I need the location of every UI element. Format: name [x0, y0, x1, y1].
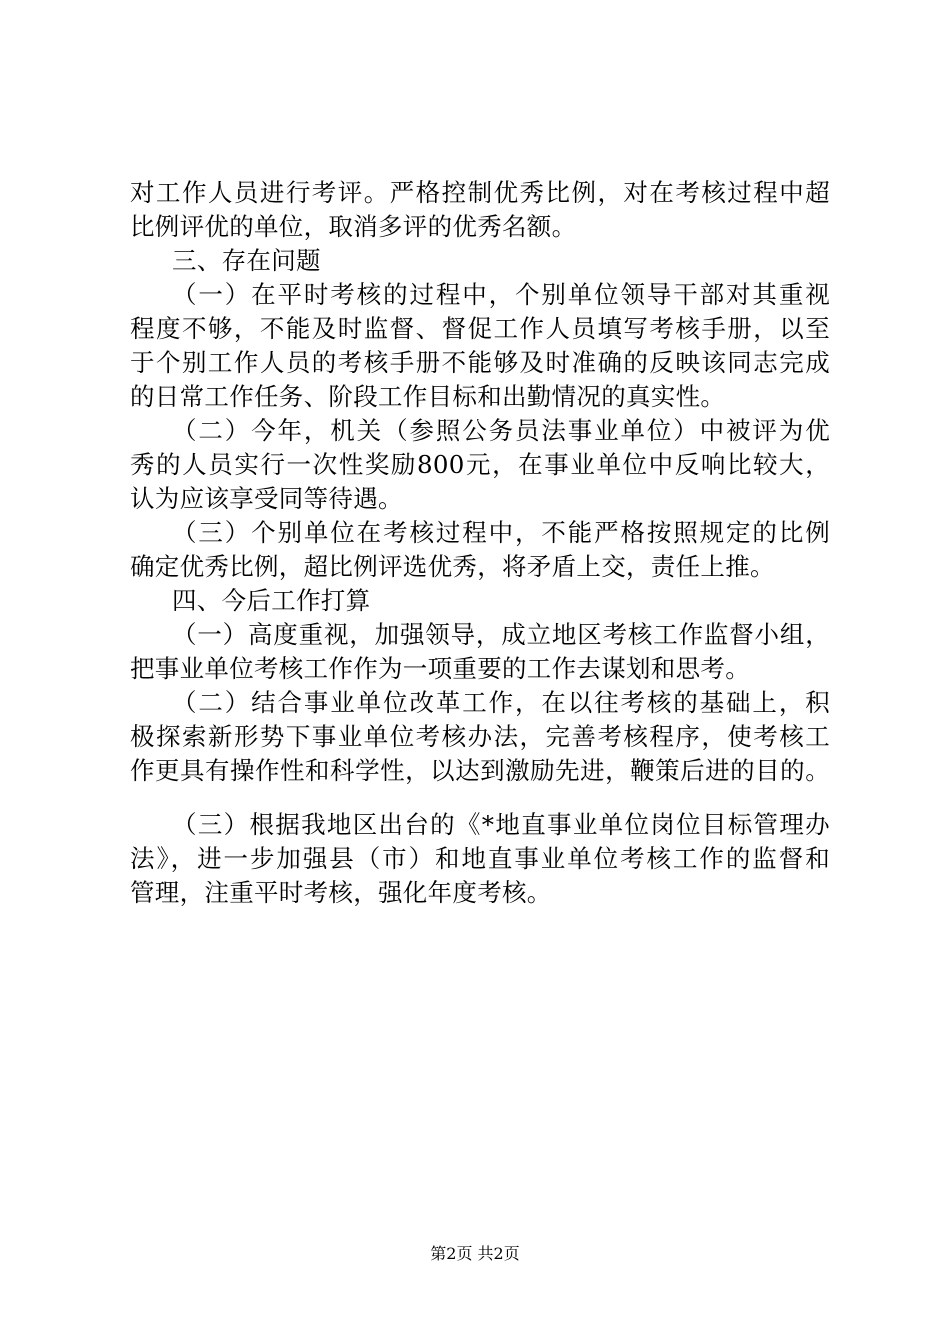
paragraph-line: 认为应该享受同等待遇。 [130, 484, 403, 513]
paragraph-line: 确定优秀比例，超比例评选优秀，将矛盾上交，责任上推。 [130, 552, 775, 581]
paragraph-line: 管理，注重平时考核，强化年度考核。 [130, 878, 552, 907]
paragraph-line: 的日常工作任务、阶段工作目标和出勤情况的真实性。 [130, 382, 726, 411]
paragraph-line: （三）个别单位在考核过程中，不能严格按照规定的比例 [172, 518, 830, 547]
paragraph-line: （三）根据我地区出台的《*地直事业单位岗位目标管理办 [172, 810, 830, 839]
paragraph-line: 作更具有操作性和科学性，以达到激励先进，鞭策后进的目的。 [130, 756, 830, 785]
paragraph-line: （二）结合事业单位改革工作，在以往考核的基础上，积 [172, 688, 830, 717]
paragraph-line: 于个别工作人员的考核手册不能够及时准确的反映该同志完成 [130, 348, 830, 377]
paragraph-line: 程度不够，不能及时监督、督促工作人员填写考核手册，以至 [130, 314, 830, 343]
paragraph-line: （二）今年，机关（参照公务员法事业单位）中被评为优 [172, 416, 830, 445]
paragraph-line: 极探索新形势下事业单位考核办法，完善考核程序，使考核工 [130, 722, 830, 751]
paragraph-line: 法》，进一步加强县（市）和地直事业单位考核工作的监督和 [130, 844, 830, 873]
paragraph-line: 把事业单位考核工作作为一项重要的工作去谋划和思考。 [130, 654, 750, 683]
paragraph-line: 比例评优的单位，取消多评的优秀名额。 [130, 212, 577, 241]
page-number-footer: 第2页 共2页 [430, 1244, 520, 1263]
paragraph-line: 对工作人员进行考评。严格控制优秀比例，对在考核过程中超 [130, 178, 830, 207]
section-heading: 四、今后工作打算 [172, 586, 371, 615]
section-heading: 三、存在问题 [172, 246, 321, 275]
paragraph-line: （一）高度重视，加强领导，成立地区考核工作监督小组， [172, 620, 830, 649]
paragraph-line: 秀的人员实行一次性奖励800元，在事业单位中反响比较大， [130, 450, 830, 479]
paragraph-line: （一）在平时考核的过程中，个别单位领导干部对其重视 [172, 280, 830, 309]
